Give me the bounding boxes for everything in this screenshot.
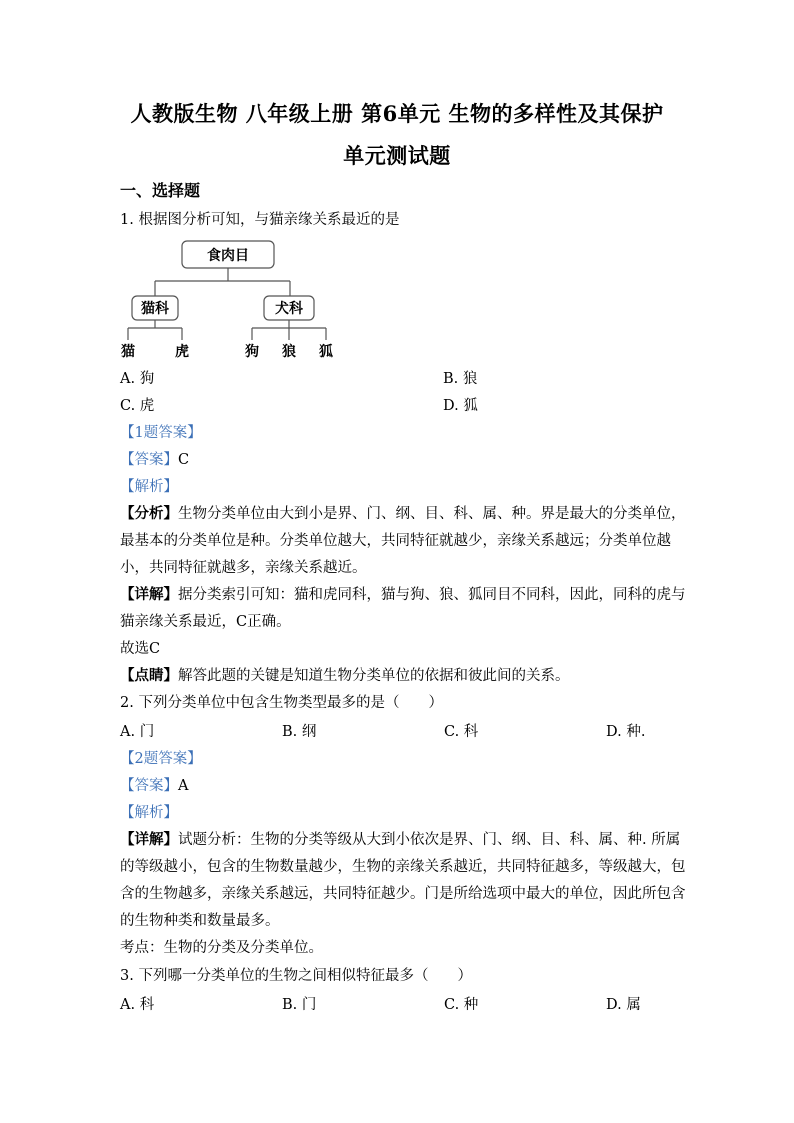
q1-option-a: A. 狗 xyxy=(120,371,155,387)
q2-xiangjie-line-3: 含的生物越多，亲缘关系越远，共同特征越少。门是所给选项中最大的单位，因此所包含 xyxy=(120,886,686,902)
q1-answer-tag: 【1题答案】 xyxy=(120,425,202,441)
q1-fenxi-line-2: 最基本的分类单位是种。分类单位越大，共同特征就越少，亲缘关系越远；分类单位越 xyxy=(120,533,671,549)
q1-fenxi-text-1: 生物分类单位由大到小是界、门、纲、目、科、属、种。界是最大的分类单位， xyxy=(178,506,686,522)
q1-answer-line xyxy=(120,450,189,470)
q1-final: 故选C xyxy=(120,641,161,657)
q2-xiangjie-label: 【详解】 xyxy=(120,831,178,848)
q3-question: 3. 下列哪一分类单位的生物之间相似特征最多（ ） xyxy=(120,968,472,984)
title-line-1: 人教版生物 八年级上册 第6单元 生物的多样性及其保护 xyxy=(130,101,664,126)
q2-kaodian: 考点：生物的分类及分类单位。 xyxy=(120,940,323,956)
q1-xiangjie-text-1: 据分类索引可知：猫和虎同科，猫与狗、狼、狐同目不同科，因此，同科的虎与 xyxy=(178,587,686,603)
diagram-root-label: 食肉目 xyxy=(207,248,249,264)
diagram-leaf-cat: 猫 xyxy=(121,344,135,360)
q1-option-b: B. 狼 xyxy=(443,371,478,387)
q2-xiangjie-text-1: 试题分析：生物的分类等级从大到小依次是界、门、纲、目、科、属、种. 所属 xyxy=(178,832,681,848)
q3-option-b: B. 门 xyxy=(282,997,317,1013)
q2-answer-tag: 【2题答案】 xyxy=(120,751,202,767)
title-line-2: 单元测试题 xyxy=(343,143,451,168)
q1-option-c: C. 虎 xyxy=(120,398,155,414)
q2-answer-label: 【答案】 xyxy=(120,778,178,794)
diagram-family-right-label: 犬科 xyxy=(275,301,303,317)
q2-xiangjie-line-2: 的等级越小，包含的生物数量越少，生物的亲缘关系越近，共同特征越多，等级越大，包 xyxy=(120,859,686,875)
diagram-leaf-tiger: 虎 xyxy=(175,344,189,360)
q1-fenxi-line-1 xyxy=(120,504,686,524)
q3-option-c: C. 种 xyxy=(444,997,479,1013)
q1-fenxi-line-3: 小，共同特征就越多，亲缘关系越近。 xyxy=(120,560,367,576)
q1-classification-diagram xyxy=(120,238,350,363)
q1-xiangjie-label: 【详解】 xyxy=(120,586,178,603)
q1-option-d: D. 狐 xyxy=(443,398,478,414)
q1-answer-value: C xyxy=(178,452,190,468)
diagram-leaf-wolf: 狼 xyxy=(282,344,296,360)
q3-option-d: D. 属 xyxy=(606,997,641,1013)
q2-answer-line xyxy=(120,776,188,796)
q2-option-d: D. 种. xyxy=(606,724,646,740)
q1-question: 1. 根据图分析可知，与猫亲缘关系最近的是 xyxy=(120,212,400,228)
q2-xiangjie-line-4: 的生物种类和数量最多。 xyxy=(120,913,280,929)
q1-dianjing-label: 【点睛】 xyxy=(120,667,178,684)
q1-fenxi-label: 【分析】 xyxy=(120,505,178,522)
q1-dianjing-line xyxy=(120,666,570,686)
q3-option-a: A. 科 xyxy=(120,997,155,1013)
q2-question: 2. 下列分类单位中包含生物类型最多的是（ ） xyxy=(120,695,443,711)
diagram-family-left-label: 猫科 xyxy=(141,301,169,317)
q2-option-a: A. 门 xyxy=(120,724,155,740)
q1-analysis-label: 【解析】 xyxy=(120,479,178,495)
diagram-leaf-fox: 狐 xyxy=(319,344,333,360)
q2-xiangjie-line-1 xyxy=(120,830,680,850)
q2-option-c: C. 科 xyxy=(444,724,479,740)
q2-option-b: B. 纲 xyxy=(282,724,317,740)
q1-answer-label: 【答案】 xyxy=(120,452,178,468)
q2-answer-value: A xyxy=(178,778,189,794)
q2-analysis-label: 【解析】 xyxy=(120,805,178,821)
q1-xiangjie-line-1 xyxy=(120,585,686,605)
section-heading: 一、选择题 xyxy=(120,181,201,200)
diagram-leaf-dog: 狗 xyxy=(245,344,259,360)
q1-dianjing-text: 解答此题的关键是知道生物分类单位的依据和彼此间的关系。 xyxy=(178,668,570,684)
q1-xiangjie-line-2: 猫亲缘关系最近，C正确。 xyxy=(120,614,291,630)
